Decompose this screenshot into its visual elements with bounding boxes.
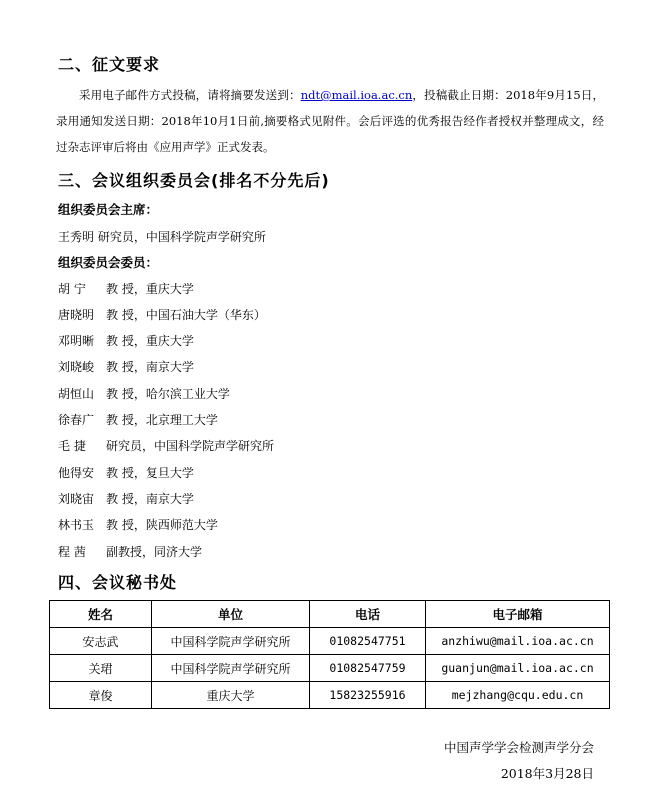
- member-line: [58, 490, 194, 507]
- cell-email[interactable]: guanjun@mail.ioa.ac.cn: [426, 655, 610, 682]
- member-role: 副教授，同济大学: [106, 545, 203, 559]
- member-role: 教 授，陕西师范大学: [106, 518, 218, 532]
- member-line: [58, 516, 218, 533]
- section2-heading: 二、征文要求: [58, 55, 161, 74]
- section2-paragraph: [56, 82, 604, 160]
- member-name: 胡恒山: [58, 387, 95, 401]
- signature-org: 中国声学学会检测声学分会: [443, 740, 594, 755]
- member-line: [58, 306, 266, 323]
- submission-email-link[interactable]: ndt@mail.ioa.ac.cn: [300, 88, 413, 102]
- cell-phone: 15823255916: [310, 682, 426, 709]
- member-name: 唐晓明: [58, 308, 95, 322]
- member-role: 教 授，南京大学: [106, 360, 194, 374]
- table-row: [50, 628, 610, 655]
- member-role: 研究员，中国科学院声学研究所: [106, 439, 275, 453]
- member-name: 刘晓峻: [58, 360, 95, 374]
- cell-name: 安志武: [50, 628, 152, 655]
- member-role: 教 授，北京理工大学: [106, 413, 218, 427]
- member-line: [58, 332, 194, 349]
- column-header-name: 姓名: [50, 601, 152, 628]
- members-label: 组织委员会委员：: [58, 255, 159, 270]
- cell-phone: 01082547751: [310, 628, 426, 655]
- member-role: 教 授，哈尔滨工业大学: [106, 387, 230, 401]
- chair-label: 组织委员会主席：: [58, 202, 159, 217]
- member-line: [58, 385, 230, 402]
- member-name: 刘晓宙: [58, 492, 95, 506]
- member-role: 教 授，重庆大学: [106, 282, 194, 296]
- table-row: [50, 682, 610, 709]
- member-name: 毛 捷: [58, 439, 86, 453]
- section3-heading: 三、会议组织委员会(排名不分先后): [58, 171, 330, 190]
- member-role: 教 授，复旦大学: [106, 466, 194, 480]
- member-line: [58, 543, 202, 560]
- cell-name: 关珺: [50, 655, 152, 682]
- cell-unit: 中国科学院声学研究所: [152, 655, 310, 682]
- para-text-after-email: ，投稿截止日期：2018年9月15日，录用通知发送日期：2018年10月1日前,摘要格式见附件。会后评选的优秀报告经作者授权并整理成文，经过杂志评审后将由《应用声学》正式发表。: [56, 88, 604, 154]
- section4-heading: 四、会议秘书处: [58, 573, 178, 592]
- chair-entry: 王秀明 研究员，中国科学院声学研究所: [58, 230, 266, 244]
- member-line: [58, 358, 194, 375]
- cell-name: 章俊: [50, 682, 152, 709]
- member-line: [58, 411, 218, 428]
- cell-unit: 中国科学院声学研究所: [152, 628, 310, 655]
- cell-email[interactable]: mejzhang@cqu.edu.cn: [426, 682, 610, 709]
- member-line: [58, 280, 194, 297]
- cell-email[interactable]: anzhiwu@mail.ioa.ac.cn: [426, 628, 610, 655]
- member-line: [58, 437, 274, 454]
- column-header-unit: 单位: [152, 601, 310, 628]
- secretariat-table: [49, 600, 610, 709]
- member-name: 程 茜: [58, 545, 86, 559]
- cell-unit: 重庆大学: [152, 682, 310, 709]
- member-name: 胡 宁: [58, 282, 86, 296]
- column-header-email: 电子邮箱: [426, 601, 610, 628]
- column-header-phone: 电话: [310, 601, 426, 628]
- member-name: 邓明晰: [58, 334, 95, 348]
- member-role: 教 授，中国石油大学（华东）: [106, 308, 266, 322]
- member-role: 教 授，重庆大学: [106, 334, 194, 348]
- member-name: 林书玉: [58, 518, 95, 532]
- cell-phone: 01082547759: [310, 655, 426, 682]
- member-name: 他得安: [58, 466, 95, 480]
- signature-date: 2018年3月28日: [500, 766, 594, 781]
- para-text-before-email: 采用电子邮件方式投稿，请将摘要发送到：: [79, 88, 301, 102]
- member-line: [58, 464, 194, 481]
- member-role: 教 授，南京大学: [106, 492, 194, 506]
- table-row: [50, 655, 610, 682]
- member-name: 徐春广: [58, 413, 95, 427]
- table-header-row: [50, 601, 610, 628]
